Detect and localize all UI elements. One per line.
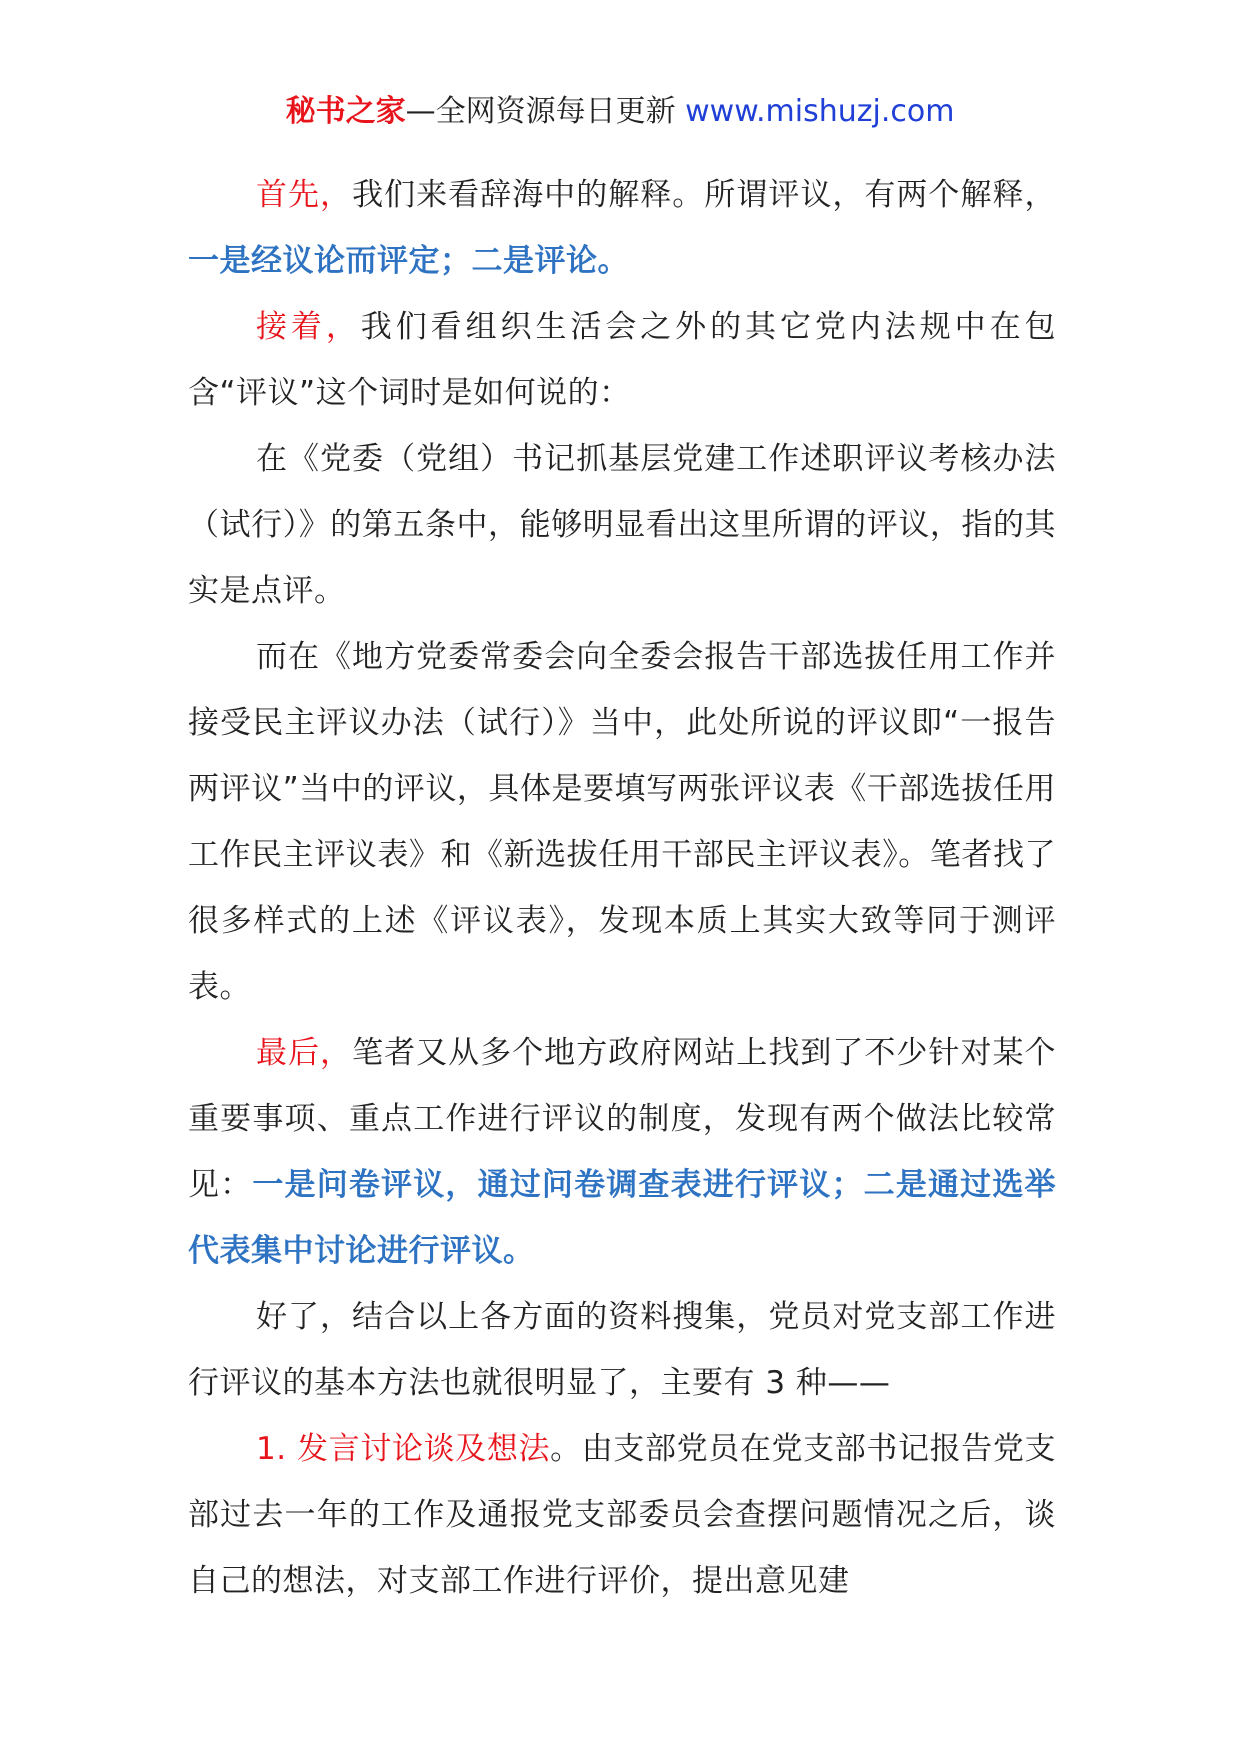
highlight-text: 一是问卷评议，通过问卷调查表进行评议；二是通过选举代表集中讨论进行评议。 [188, 1167, 1057, 1269]
lead-jiezhe: 接着， [256, 309, 361, 345]
highlight-text: 一是经议论而评定；二是评论。 [188, 243, 629, 279]
lead-zuihou: 最后， [256, 1035, 353, 1071]
paragraph-text: 好了，结合以上各方面的资料搜集，党员对党支部工作进行评议的基本方法也就很明显了，主要有 3 种—— [188, 1299, 1056, 1401]
paragraph-text: 在《党委（党组）书记抓基层党建工作述职评议考核办法（试行）》的第五条中，能够明显看出这里所谓的评议，指的其实是点评。 [188, 441, 1056, 609]
paragraph-6 [188, 1284, 1056, 1416]
method-1-title: 1. 发言讨论谈及想法 [256, 1431, 551, 1467]
site-url-link[interactable]: www.mishuzj.com [685, 94, 955, 129]
document-body [188, 162, 1056, 1614]
paragraph-3 [188, 426, 1056, 624]
paragraph-text: 笔者又从多个地方政府网站上找到了不少针对某个重要事项、重点工作进行评议的制度，发现有两个做法比较常见： [188, 1035, 1056, 1203]
paragraph-1 [188, 162, 1056, 294]
paragraph-text: 我们来看辞海中的解释。所谓评议，有两个解释， [352, 177, 1056, 213]
site-header [0, 92, 1240, 132]
paragraph-text: 我们看组织生活会之外的其它党内法规中在包含“评议”这个词时是如何说的： [188, 309, 1056, 411]
paragraph-7 [188, 1416, 1056, 1614]
header-tagline: —全网资源每日更新 [405, 94, 686, 129]
brand-name: 秘书之家 [285, 94, 406, 129]
lead-shouxian: 首先， [256, 177, 353, 213]
paragraph-text: 。由支部党员在党支部书记报告党支部过去一年的工作及通报党支部委员会查摆问题情况之后，谈自己的想法，对支部工作进行评价，提出意见建 [188, 1431, 1057, 1599]
paragraph-text: 而在《地方党委常委会向全委会报告干部选拔任用工作并接受民主评议办法（试行）》当中，此处所说的评议即“一报告两评议”当中的评议，具体是要填写两张评议表《干部选拔任用工作民主评议表》和《新选拔任用干部民主评议表》。笔者找了很多样式的上述《评议表》，发现本质上其实大致等同于测评表。 [188, 639, 1056, 1005]
paragraph-4 [188, 624, 1056, 1020]
paragraph-2 [188, 294, 1056, 426]
paragraph-5 [188, 1020, 1056, 1284]
